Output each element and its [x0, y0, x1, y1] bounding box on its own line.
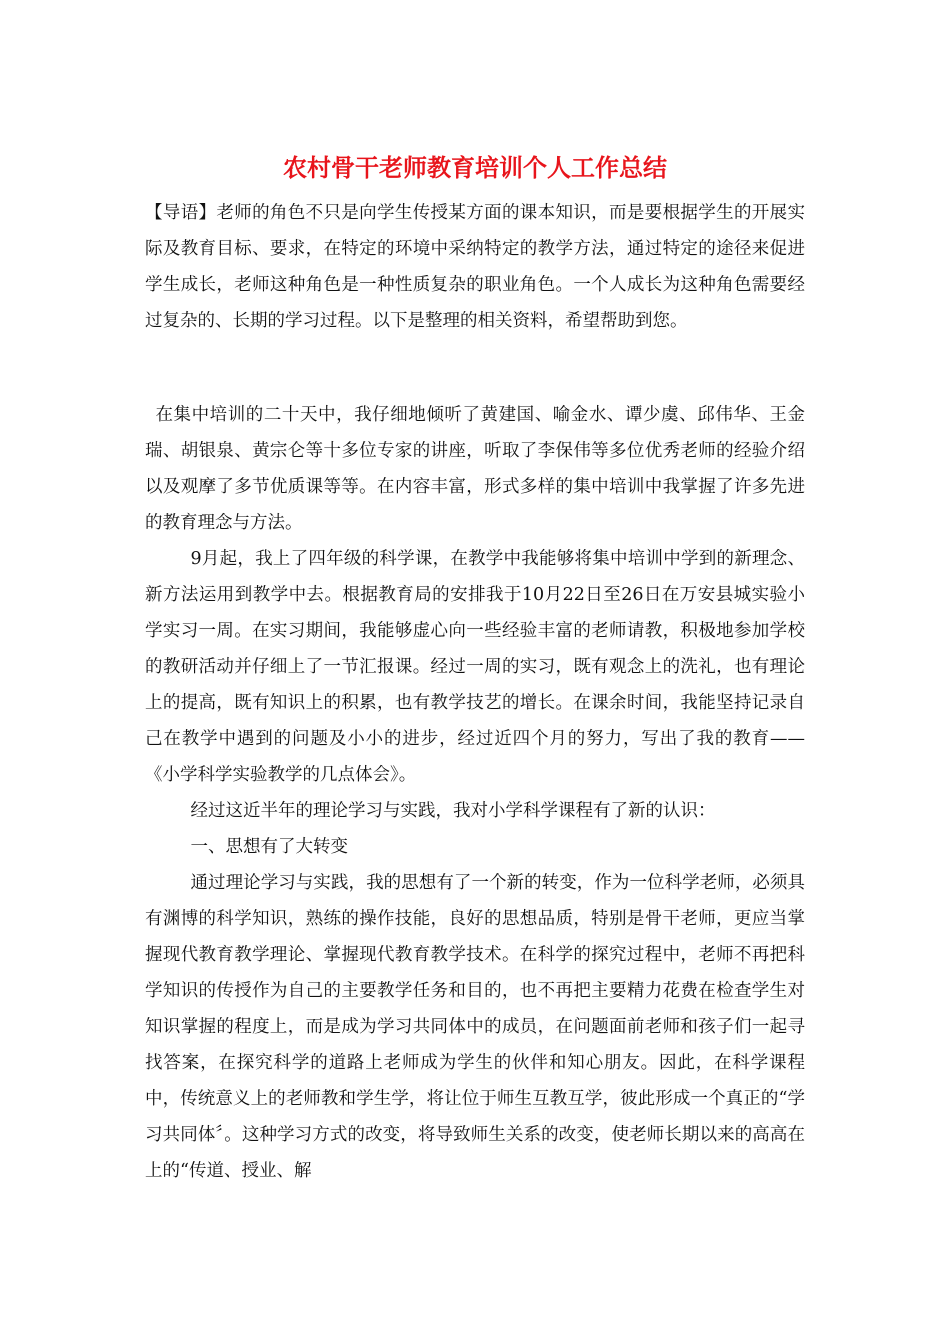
- section-heading: 一、思想有了大转变: [190, 837, 348, 857]
- document-body: [145, 195, 805, 1189]
- body-paragraph: 经过这近半年的理论学习与实践，我对小学科学课程有了新的认识：: [190, 801, 716, 821]
- document-title: 农村骨干老师教育培训个人工作总结: [283, 153, 667, 182]
- intro-paragraph: 【导语】老师的角色不只是向学生传授某方面的课本知识，而是要根据学生的开展实际及教育目标、要求，在特定的环境中采纳特定的教学方法，通过特定的途径来促进学生成长，老师这种角色是一种性质复杂的职业角色。一个人成长为这种角色需要经过复杂的、长期的学习过程。以下是整理的相关资料，希望帮助到您。: [145, 203, 805, 331]
- body-paragraph: 通过理论学习与实践，我的思想有了一个新的转变，作为一位科学老师，必须具有渊博的科学知识，熟练的操作技能，良好的思想品质，特别是骨干老师，更应当掌握现代教育教学理论、掌握现代教育教学技术。在科学的探究过程中，老师不再把科学知识的传授作为自己的主要教学任务和目的，也不再把主要精力花费在检查学生对知识掌握的程度上，而是成为学习共同体中的成员，在问题面前老师和孩子们一起寻找答案，在探究科学的道路上老师成为学生的伙伴和知心朋友。因此，在科学课程中，传统意义上的老师教和学生学，将让位于师生互教互学，彼此形成一个真正的“学习共同体〞。这种学习方式的改变，将导致师生关系的改变，使老师长期以来的高高在上的“传道、授业、解: [145, 873, 805, 1181]
- body-paragraph: 9月起，我上了四年级的科学课，在教学中我能够将集中培训中学到的新理念、新方法运用到教学中去。根据教育局的安排我于10月22日至26日在万安县城实验小学实习一周。在实习期间，我能够虚心向一些经验丰富的老师请教，积极地参加学校的教研活动并仔细上了一节汇报课。经过一周的实习，既有观念上的洗礼，也有理论上的提高，既有知识上的积累，也有教学技艺的增长。在课余时间，我能坚持记录自己在教学中遇到的问题及小小的进步，经过近四个月的努力，写出了我的教育——《小学科学实验教学的几点体会》。: [145, 549, 805, 785]
- paragraph-gap: [145, 339, 805, 397]
- body-paragraph: 在集中培训的二十天中，我仔细地倾听了黄建国、喻金水、谭少虞、邱伟华、王金瑞、胡银泉、黄宗仑等十多位专家的讲座，听取了李保伟等多位优秀老师的经验介绍以及观摩了多节优质课等等。在内容丰富，形式多样的集中培训中我掌握了许多先进的教育理念与方法。: [145, 405, 805, 533]
